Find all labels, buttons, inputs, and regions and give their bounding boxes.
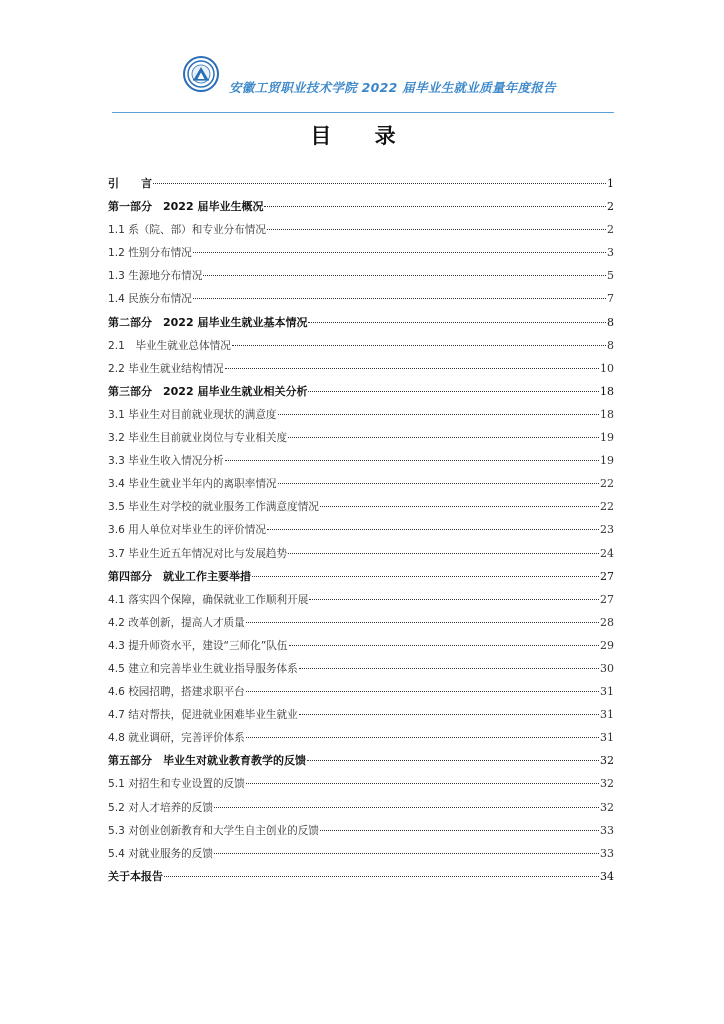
toc-page-number: 10 — [600, 361, 614, 375]
report-header-title: 安徽工贸职业技术学院 2022 届毕业生就业质量年度报告 — [229, 80, 556, 95]
toc-page-number: 32 — [600, 800, 614, 814]
toc-dot-leader — [299, 654, 599, 669]
toc-entry-label: 4.6 校园招聘，搭建求职平台 — [108, 686, 245, 699]
toc-entry-label: 4.1 落实四个保障，确保就业工作顺利开展 — [108, 593, 309, 606]
toc-entry-label: 3.4 毕业生就业半年内的离职率情况 — [108, 478, 277, 491]
toc-entry-label: 5.1 对招生和专业设置的反馈 — [108, 778, 245, 791]
toc-dot-leader — [289, 631, 599, 646]
toc-entry-label: 第五部分 毕业生对就业教育教学的反馈 — [108, 754, 306, 768]
toc-page-number: 19 — [600, 454, 614, 468]
toc-dot-leader — [267, 515, 599, 530]
toc-entry-label: 3.2 毕业生目前就业岗位与专业相关度 — [108, 432, 288, 445]
toc-page-number: 34 — [600, 869, 614, 883]
toc-entry-label: 4.8 就业调研，完善评价体系 — [108, 732, 245, 745]
toc-dot-leader — [278, 469, 599, 484]
toc-entry-label: 1.3 生源地分布情况 — [108, 270, 203, 283]
toc-entry-label: 3.5 毕业生对学校的就业服务工作满意度情况 — [108, 501, 319, 514]
toc-dot-leader — [308, 308, 606, 323]
toc-dot-leader — [264, 192, 606, 207]
toc-page-number: 7 — [607, 292, 614, 306]
toc-entry[interactable] — [108, 865, 614, 888]
toc-dot-leader — [246, 769, 599, 784]
toc-entry-label: 5.3 对创业创新教育和大学生自主创业的反馈 — [108, 824, 319, 837]
toc-entry-label: 1.1 系（院、部）和专业分布情况 — [108, 224, 266, 237]
toc-entry-label: 2.1 毕业生就业总体情况 — [108, 339, 231, 352]
toc-page-number: 3 — [607, 246, 614, 260]
toc-page-number: 2 — [607, 223, 614, 237]
toc-dot-leader — [153, 169, 606, 184]
toc-page-number: 31 — [600, 708, 614, 722]
page-title: 目 录 — [310, 124, 414, 148]
toc-dot-leader — [193, 238, 606, 253]
toc-entry-label: 4.7 结对帮扶，促进就业困难毕业生就业 — [108, 709, 298, 722]
toc-page-number: 30 — [600, 661, 614, 675]
toc-dot-leader — [278, 400, 599, 415]
toc-page-number: 5 — [607, 269, 614, 283]
toc-entry-label: 3.7 毕业生近五年情况对比与发展趋势 — [108, 547, 288, 560]
toc-entry-label: 关于本报告 — [108, 869, 163, 883]
toc-page-number: 29 — [600, 638, 614, 652]
toc-entry-label: 3.1 毕业生对目前就业现状的满意度 — [108, 408, 277, 421]
toc-page-number: 8 — [607, 315, 614, 329]
toc-page-number: 31 — [600, 685, 614, 699]
toc-dot-leader — [246, 608, 599, 623]
toc-dot-leader — [252, 562, 599, 577]
toc-entry-label: 3.6 用人单位对毕业生的评价情况 — [108, 524, 266, 537]
toc-dot-leader — [193, 284, 606, 299]
table-of-contents — [108, 172, 614, 888]
toc-entry-label: 4.3 提升师资水平，建设“三师化”队伍 — [108, 639, 288, 652]
toc-page-number: 31 — [600, 731, 614, 745]
toc-dot-leader — [203, 261, 606, 276]
toc-dot-leader — [246, 723, 599, 738]
toc-entry-label: 第三部分 2022 届毕业生就业相关分析 — [108, 384, 308, 398]
toc-entry-label: 2.2 毕业生就业结构情况 — [108, 362, 224, 375]
toc-dot-leader — [307, 746, 599, 761]
toc-page-number: 24 — [600, 546, 614, 560]
toc-dot-leader — [309, 585, 599, 600]
toc-dot-leader — [232, 331, 606, 346]
toc-entry-label: 4.2 改革创新，提高人才质量 — [108, 616, 245, 629]
toc-page-number: 18 — [600, 384, 614, 398]
toc-page-number: 33 — [600, 823, 614, 837]
toc-page-number: 22 — [600, 477, 614, 491]
toc-dot-leader — [246, 677, 599, 692]
toc-page-number: 2 — [607, 200, 614, 214]
toc-page-number: 22 — [600, 500, 614, 514]
toc-dot-leader — [288, 539, 599, 554]
toc-page-number: 32 — [600, 777, 614, 791]
toc-page-number: 27 — [600, 569, 614, 583]
toc-page-number: 8 — [607, 338, 614, 352]
toc-page-number: 28 — [600, 615, 614, 629]
toc-page-number: 23 — [600, 523, 614, 537]
toc-entry-label: 5.4 对就业服务的反馈 — [108, 847, 213, 860]
toc-page-number: 32 — [600, 754, 614, 768]
header-divider — [112, 112, 614, 113]
toc-dot-leader — [308, 377, 599, 392]
toc-entry-label: 第二部分 2022 届毕业生就业基本情况 — [108, 315, 308, 329]
toc-entry-label: 引 言 — [108, 177, 152, 190]
school-emblem-icon — [183, 56, 219, 92]
toc-dot-leader — [267, 215, 606, 230]
page-header — [0, 0, 724, 116]
toc-entry-label: 1.2 性别分布情况 — [108, 247, 192, 260]
toc-page-number: 1 — [607, 177, 614, 190]
toc-page-number: 19 — [600, 431, 614, 445]
toc-dot-leader — [225, 446, 599, 461]
toc-page-number: 33 — [600, 846, 614, 860]
toc-dot-leader — [320, 492, 599, 507]
toc-dot-leader — [214, 839, 599, 854]
toc-entry-label: 第一部分 2022 届毕业生概况 — [108, 200, 264, 214]
toc-dot-leader — [288, 423, 599, 438]
toc-entry-label: 1.4 民族分布情况 — [108, 293, 192, 306]
toc-dot-leader — [164, 862, 599, 877]
toc-entry-label: 5.2 对人才培养的反馈 — [108, 801, 213, 814]
toc-entry-label: 3.3 毕业生收入情况分析 — [108, 455, 224, 468]
toc-entry-label: 4.5 建立和完善毕业生就业指导服务体系 — [108, 662, 298, 675]
toc-dot-leader — [320, 816, 599, 831]
toc-dot-leader — [299, 700, 599, 715]
toc-entry-label: 第四部分 就业工作主要举措 — [108, 569, 251, 583]
toc-page-number: 27 — [600, 592, 614, 606]
toc-dot-leader — [214, 793, 599, 808]
toc-page-number: 18 — [600, 407, 614, 421]
toc-dot-leader — [225, 354, 599, 369]
